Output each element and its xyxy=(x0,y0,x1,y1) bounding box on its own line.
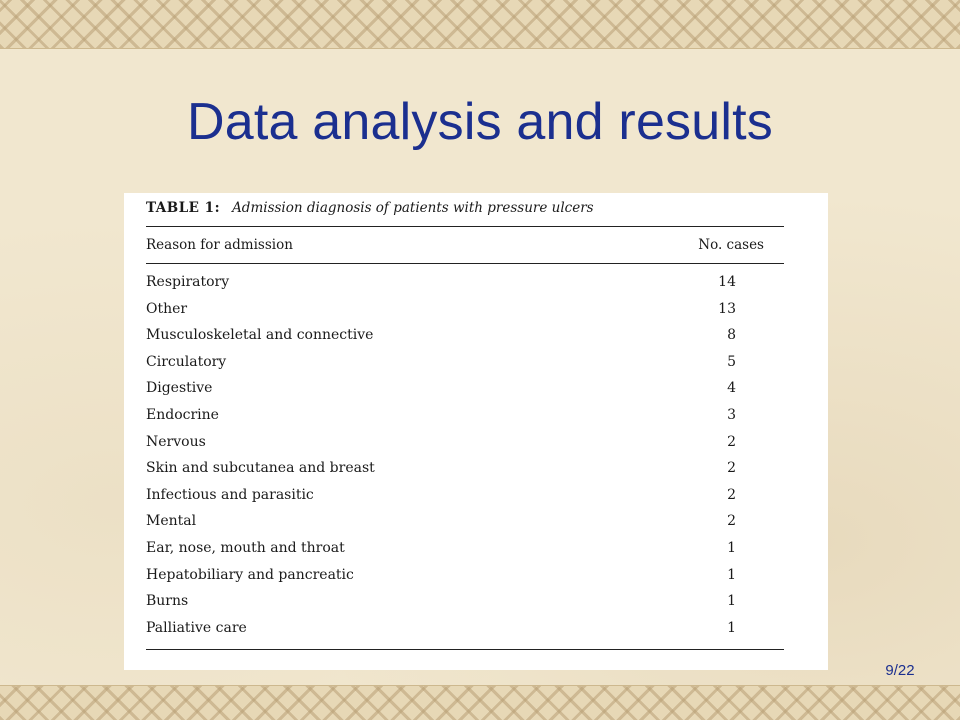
page-number: 9/22 xyxy=(885,662,915,679)
header-cases: No. cases xyxy=(698,237,764,253)
table-caption xyxy=(146,200,786,216)
row-cases: 2 xyxy=(727,460,736,477)
row-cases: 2 xyxy=(727,513,736,530)
table-row xyxy=(146,457,764,484)
row-cases: 2 xyxy=(727,433,736,450)
table-label: TABLE 1: xyxy=(146,200,221,216)
table-row xyxy=(146,404,764,431)
table-caption-text: Admission diagnosis of patients with pressure ulcers xyxy=(232,200,594,216)
row-reason: Mental xyxy=(146,513,197,530)
row-cases: 4 xyxy=(727,380,736,397)
table-row xyxy=(146,271,764,298)
row-cases: 5 xyxy=(727,353,736,370)
row-cases: 1 xyxy=(727,593,736,610)
row-reason: Burns xyxy=(146,593,189,610)
table-row xyxy=(146,431,764,458)
row-reason: Musculoskeletal and connective xyxy=(146,327,374,344)
row-cases: 13 xyxy=(718,300,736,317)
row-reason: Skin and subcutanea and breast xyxy=(146,460,375,477)
table-body xyxy=(146,271,764,643)
table-header-rule xyxy=(146,263,784,264)
slide-title: Data analysis and results xyxy=(187,93,773,151)
table-bottom-rule xyxy=(146,649,784,650)
decorative-bottom-border xyxy=(0,685,960,720)
table-row xyxy=(146,351,764,378)
row-cases: 2 xyxy=(727,486,736,503)
row-reason: Other xyxy=(146,300,188,317)
row-reason: Ear, nose, mouth and throat xyxy=(146,539,345,556)
row-cases: 1 xyxy=(727,539,736,556)
table-row xyxy=(146,298,764,325)
table-row xyxy=(146,590,764,617)
table-row xyxy=(146,377,764,404)
decorative-top-border xyxy=(0,0,960,49)
table-row xyxy=(146,564,764,591)
row-cases: 14 xyxy=(718,274,736,290)
row-reason: Endocrine xyxy=(146,406,219,423)
table-row xyxy=(146,510,764,537)
table-top-rule xyxy=(146,226,784,227)
row-reason: Respiratory xyxy=(146,274,230,290)
row-reason: Nervous xyxy=(146,433,206,450)
row-cases: 1 xyxy=(727,566,736,583)
row-cases: 8 xyxy=(727,327,736,344)
table-image-panel xyxy=(124,193,828,670)
row-reason: Circulatory xyxy=(146,353,227,370)
row-reason: Hepatobiliary and pancreatic xyxy=(146,566,354,583)
row-reason: Digestive xyxy=(146,380,213,397)
table-row xyxy=(146,537,764,564)
table-header-row xyxy=(146,237,764,257)
row-reason: Infectious and parasitic xyxy=(146,486,314,503)
row-cases: 3 xyxy=(727,406,736,423)
table-row xyxy=(146,617,764,644)
row-cases: 1 xyxy=(727,619,736,636)
table-row xyxy=(146,484,764,511)
table-row xyxy=(146,324,764,351)
row-reason: Palliative care xyxy=(146,619,247,636)
header-reason: Reason for admission xyxy=(146,237,293,253)
